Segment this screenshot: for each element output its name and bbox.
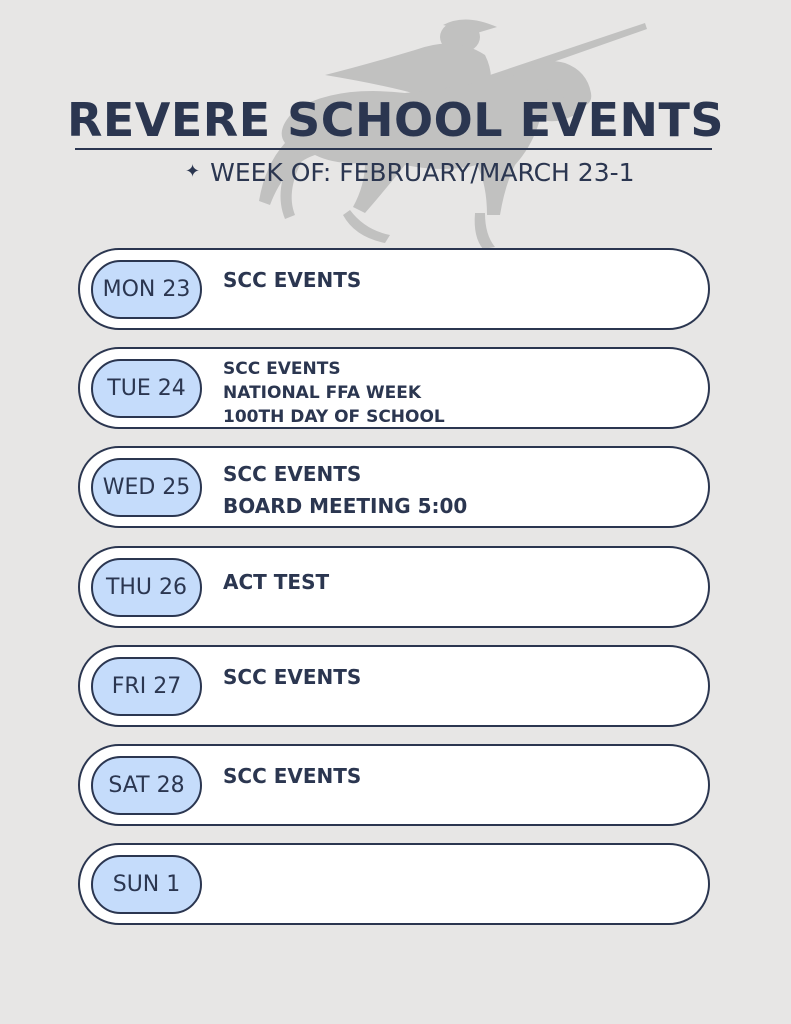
day-pill: SAT 28 [91, 756, 202, 815]
event-item: SCC EVENTS [223, 359, 341, 379]
event-item: BOARD MEETING 5:00 [223, 494, 468, 518]
event-item: SCC EVENTS [223, 764, 362, 788]
day-pill: SUN 1 [91, 855, 202, 914]
day-events [223, 250, 693, 328]
day-events [223, 548, 693, 626]
day-row-sun [78, 843, 710, 925]
day-pill: MON 23 [91, 260, 202, 319]
day-events [223, 845, 693, 923]
day-events [223, 647, 693, 725]
day-row-sat [78, 744, 710, 826]
week-of-label: WEEK OF: FEBRUARY/MARCH 23-1 [210, 157, 635, 187]
day-row-thu [78, 546, 710, 628]
event-item: ACT TEST [223, 570, 330, 594]
event-item: SCC EVENTS [223, 665, 362, 689]
day-row-tue [78, 347, 710, 429]
event-item: SCC EVENTS [223, 462, 362, 486]
day-events [223, 448, 693, 526]
day-pill: WED 25 [91, 458, 202, 517]
page-title: REVERE SCHOOL EVENTS [66, 93, 725, 147]
day-row-fri [78, 645, 710, 727]
day-pill: FRI 27 [91, 657, 202, 716]
day-row-mon [78, 248, 710, 330]
event-item: SCC EVENTS [223, 268, 362, 292]
day-events [223, 349, 693, 427]
event-item: NATIONAL FFA WEEK [223, 383, 422, 403]
sparkle-icon: ✦ [185, 161, 201, 182]
event-item: 100TH DAY OF SCHOOL [223, 407, 445, 427]
title-divider [75, 148, 712, 150]
day-events [223, 746, 693, 824]
day-pill: THU 26 [91, 558, 202, 617]
day-pill: TUE 24 [91, 359, 202, 418]
day-row-wed [78, 446, 710, 528]
week-of-line [185, 152, 635, 192]
